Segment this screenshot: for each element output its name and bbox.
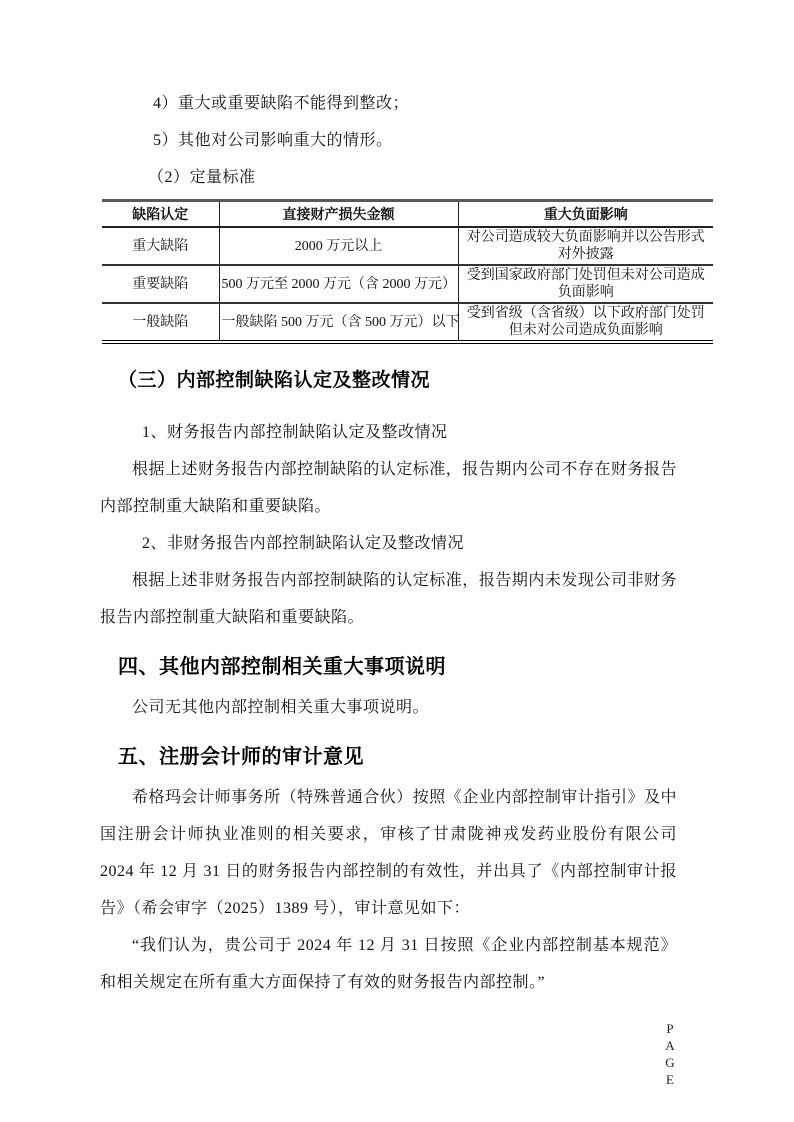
defect-criteria-table [102,199,713,344]
list-item-5: 5）其他对公司影响重大的情形。 [153,132,393,149]
table-header-negative-impact: 重大负面影响 [458,201,713,228]
cell-negative-impact: 对公司造成较大负面影响并以公告形式对外披露 [458,227,713,265]
paragraph-financial-defects: 根据上述财务报告内部控制缺陷的认定标准，报告期内公司不存在财务报告内部控制重大缺陷和重要缺陷。 [100,461,677,515]
cell-direct-loss: 一般缺陷 500 万元（含 500 万元）以下 [219,303,458,342]
page-number-field: PAGE [665,1021,675,1087]
section-heading-5: 五、注册会计师的审计意见 [118,746,364,768]
table-header-defect-level: 缺陷认定 [102,201,219,228]
document-content [100,85,705,1001]
cell-direct-loss: 2000 万元以上 [219,227,458,265]
table-header-row [102,201,713,228]
subsection-heading-2: 2、非财务报告内部控制缺陷认定及整改情况 [142,535,465,552]
table-row-important-defect [102,265,713,303]
paragraph-audit-opinion-quote: “我们认为，贵公司于 2024 年 12 月 31 日按照《企业内部控制基本规范》和相关规定在所有重大方面保持了有效的财务报告内部控制。” [100,937,677,991]
subsection-heading-1: 1、财务报告内部控制缺陷认定及整改情况 [142,424,448,441]
cell-direct-loss: 500 万元至 2000 万元（含 2000 万元） [219,265,458,303]
paragraph-nonfinancial-defects: 根据上述非财务报告内部控制缺陷的认定标准，报告期内未发现公司非财务报告内部控制重大缺陷和重要缺陷。 [100,572,677,626]
quantitative-standard-label: （2）定量标准 [148,169,256,186]
cell-defect-level: 重要缺陷 [102,265,219,303]
table-header-direct-loss: 直接财产损失金额 [219,201,458,228]
cell-defect-level: 一般缺陷 [102,303,219,342]
table-row-major-defect [102,227,713,265]
cell-negative-impact: 受到省级（含省级）以下政府部门处罚但未对公司造成负面影响 [458,303,713,342]
paragraph-other-matters: 公司无其他内部控制相关重大事项说明。 [132,699,430,716]
table-row-general-defect [102,303,713,342]
list-item-4: 4）重大或重要缺陷不能得到整改； [153,95,410,112]
cell-negative-impact: 受到国家政府部门处罚但未对公司造成负面影响 [458,265,713,303]
cell-defect-level: 重大缺陷 [102,227,219,265]
section-heading-4: 四、其他内部控制相关重大事项说明 [118,656,446,678]
paragraph-audit-opinion-intro: 希格玛会计师事务所（特殊普通合伙）按照《企业内部控制审计指引》及中国注册会计师执业准则的相关要求，审核了甘肃陇神戎发药业股份有限公司 2024 年 12 月 31 日的财务报告内部控制的有效性，并出具了《内部控制审计报告》（希会审字（2025）1389 号），审计意见如下： [100,789,677,917]
section-heading-3: （三）内部控制缺陷认定及整改情况 [118,370,431,391]
